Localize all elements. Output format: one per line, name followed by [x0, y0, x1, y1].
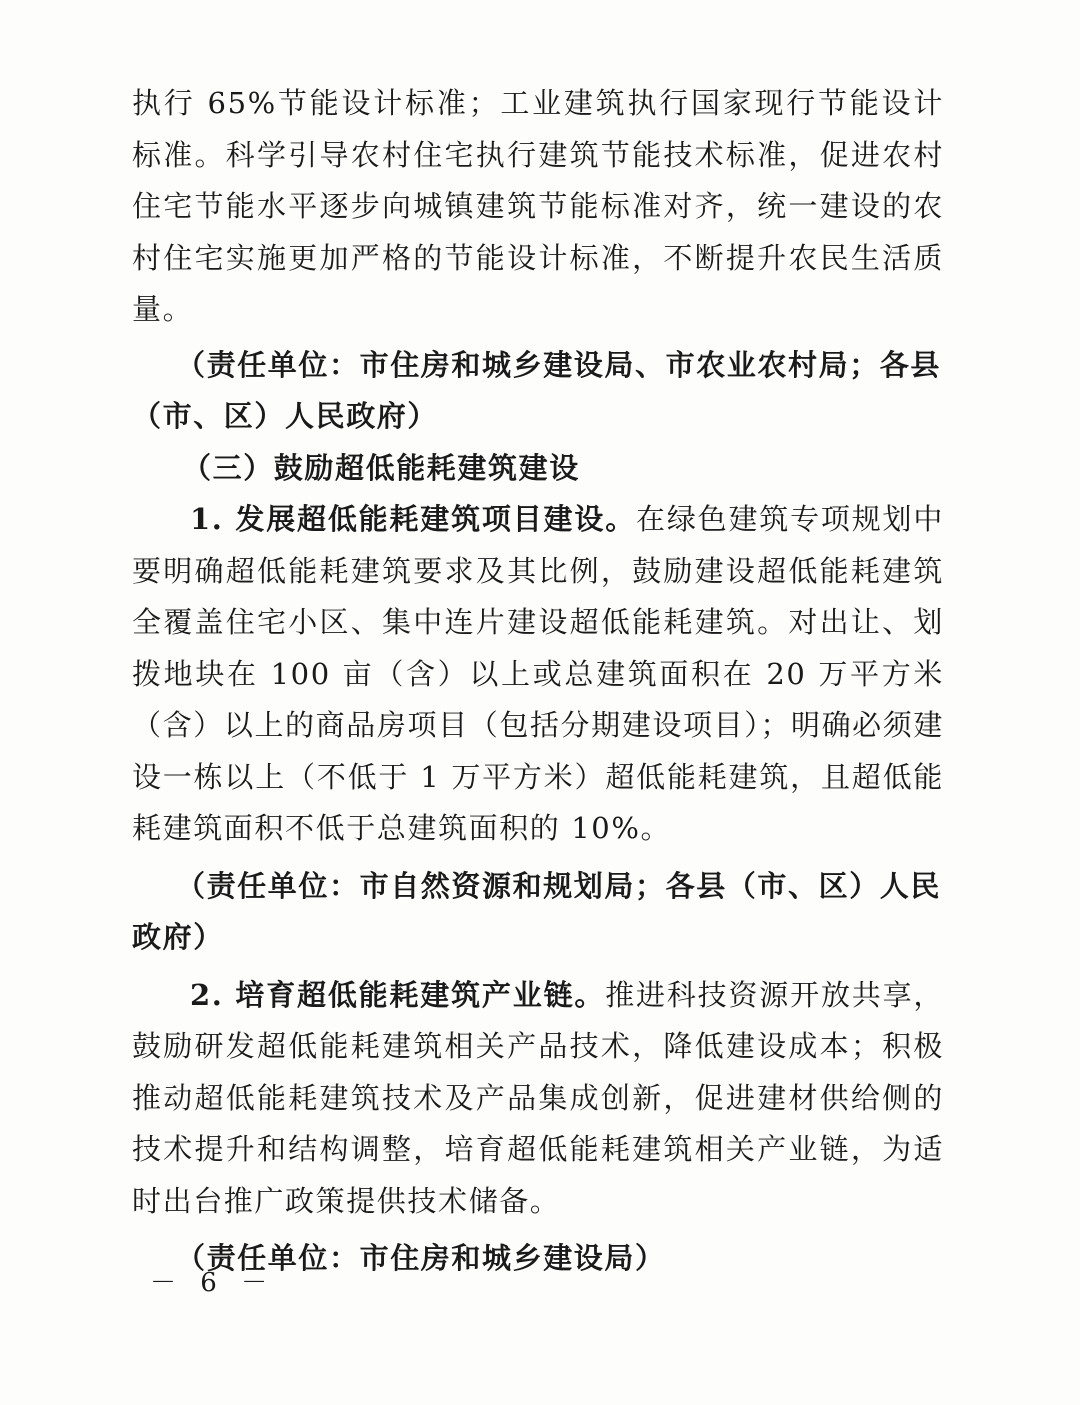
item-2-body: 推进科技资源开放共享，鼓励研发超低能耗建筑相关产品技术，降低建设成本；积极推动超低能耗建筑技术及产品集成创新，促进建材供给侧的技术提升和结构调整，培育超低能耗建筑相关产业链，为适时出台推广政策提供技术储备。: [132, 977, 944, 1218]
responsibility-units-3: （责任单位：市住房和城乡建设局）: [176, 1241, 666, 1275]
item-1-paragraph: [132, 494, 944, 855]
item-1-lead: 1. 发展超低能耗建筑项目建设。: [190, 502, 637, 536]
paragraph-energy-standards: 执行 65%节能设计标准；工业建筑执行国家现行节能设计标准。科学引导农村住宅执行建筑节能技术标准，促进农村住宅节能水平逐步向城镇建筑节能标准对齐，统一建设的农村住宅实施更加严格的节能设计标准，不断提升农民生活质量。: [132, 86, 944, 326]
page-number: － 6 －: [150, 1268, 276, 1298]
item-2-paragraph: [132, 970, 944, 1228]
item-2-lead: 2. 培育超低能耗建筑产业链。: [190, 977, 606, 1012]
item-1-body: 在绿色建筑专项规划中要明确超低能耗建筑要求及其比例，鼓励建设超低能耗建筑全覆盖住宅小区、集中连片建设超低能耗建筑。对出让、划拨地块在 100 亩（含）以上或总建筑面积在 20 万平方米（含）以上的商品房项目（包括分期建设项目）；明确必须建设一栋以上（不低于 1 万平方米）超低能耗建筑，且超低能耗建筑面积不低于总建筑面积的 10%。: [132, 502, 944, 845]
document-body: [132, 78, 944, 1285]
responsibility-units-1: （责任单位：市住房和城乡建设局、市农业农村局；各县（市、区）人民政府）: [132, 347, 942, 433]
responsibility-units-2: （责任单位：市自然资源和规划局；各县（市、区）人民政府）: [132, 868, 942, 954]
section-heading: （三）鼓励超低能耗建筑建设: [182, 450, 580, 485]
